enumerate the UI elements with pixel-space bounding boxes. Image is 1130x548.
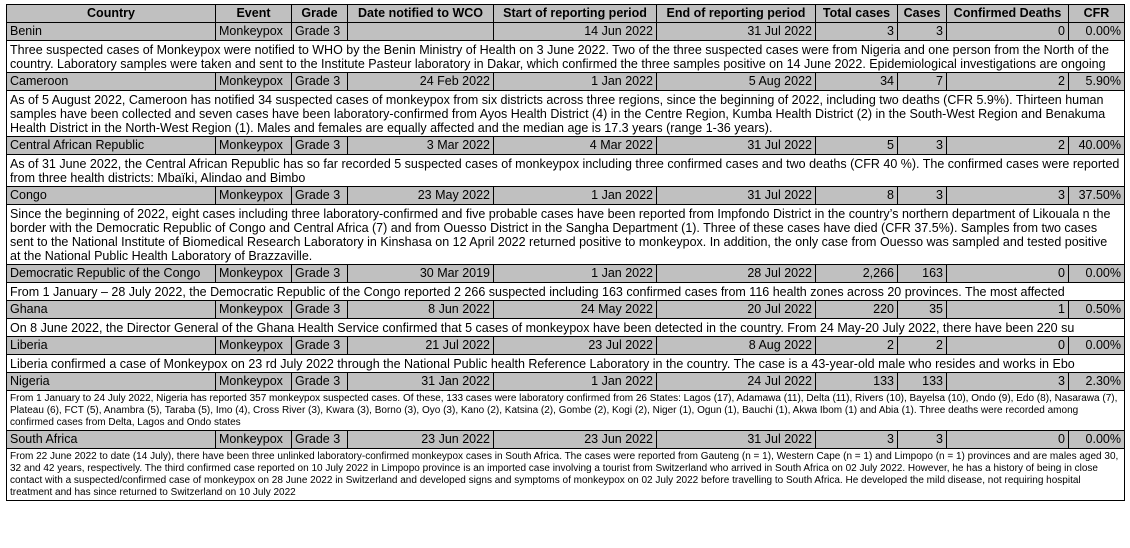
cell-event: Monkeypox: [216, 265, 292, 283]
cell-event: Monkeypox: [216, 187, 292, 205]
cell-cfr: 5.90%: [1069, 73, 1125, 91]
description-row: [7, 391, 1125, 431]
cell-total-cases: 2,266: [816, 265, 898, 283]
header-event: Event: [216, 5, 292, 23]
cell-event: Monkeypox: [216, 137, 292, 155]
cell-grade: Grade 3: [292, 137, 348, 155]
cell-confirmed-deaths: 0: [947, 431, 1069, 449]
cell-start-period: 23 Jul 2022: [494, 337, 657, 355]
cell-start-period: 4 Mar 2022: [494, 137, 657, 155]
event-description: From 1 January – 28 July 2022, the Democratic Republic of the Congo reported 2 266 suspected including 163 confirmed cases from 116 health zones across 20 provinces. The most affected: [7, 283, 1125, 301]
cell-country: Nigeria: [7, 373, 216, 391]
cell-cases: 7: [898, 73, 947, 91]
header-cfr: CFR: [1069, 5, 1125, 23]
header-start-period: Start of reporting period: [494, 5, 657, 23]
cell-confirmed-deaths: 0: [947, 265, 1069, 283]
monkeypox-report-table: [6, 4, 1125, 501]
cell-cfr: 0.00%: [1069, 337, 1125, 355]
header-date-notified: Date notified to WCO: [348, 5, 494, 23]
cell-grade: Grade 3: [292, 301, 348, 319]
description-row: [7, 449, 1125, 501]
cell-event: Monkeypox: [216, 301, 292, 319]
cell-start-period: 1 Jan 2022: [494, 373, 657, 391]
cell-cases: 163: [898, 265, 947, 283]
event-description: From 1 January to 24 July 2022, Nigeria has reported 357 monkeypox suspected cases. Of these, 133 cases were laboratory confirmed from 26 States: Lagos (17), Adamawa (11), Delta (11), Rivers (10), Bayelsa (10), Ondo (9), Edo (8), Nasarawa (7), Plateau (6), FCT (5), Anambra (5), Taraba (5), Imo (4), Cross River (3), Kwara (3), Borno (3), Oyo (3), Kano (2), Katsina (2), Gombe (2), Kogi (2), Niger (1), Ogun (1), Bauchi (1), Akwa Ibom (1) and Abia (1). Three deaths were recorded among confirmed cases from Delta, Lagos and Ondo states: [7, 391, 1125, 431]
cell-date-notified: 8 Jun 2022: [348, 301, 494, 319]
cell-total-cases: 133: [816, 373, 898, 391]
cell-cfr: 40.00%: [1069, 137, 1125, 155]
event-description: On 8 June 2022, the Director General of the Ghana Health Service confirmed that 5 cases of monkeypox have been detected in the country. From 24 May-20 July 2022, there have been 220 su: [7, 319, 1125, 337]
header-country: Country: [7, 5, 216, 23]
cell-date-notified: 30 Mar 2019: [348, 265, 494, 283]
cell-end-period: 31 Jul 2022: [657, 23, 816, 41]
cell-end-period: 31 Jul 2022: [657, 137, 816, 155]
cell-cases: 35: [898, 301, 947, 319]
cell-date-notified: 23 Jun 2022: [348, 431, 494, 449]
table-row: [7, 137, 1125, 155]
cell-grade: Grade 3: [292, 265, 348, 283]
cell-date-notified: [348, 23, 494, 41]
cell-confirmed-deaths: 0: [947, 23, 1069, 41]
cell-end-period: 28 Jul 2022: [657, 265, 816, 283]
cell-date-notified: 24 Feb 2022: [348, 73, 494, 91]
description-row: [7, 205, 1125, 265]
cell-grade: Grade 3: [292, 73, 348, 91]
cell-cfr: 0.50%: [1069, 301, 1125, 319]
cell-start-period: 1 Jan 2022: [494, 265, 657, 283]
table-row: [7, 431, 1125, 449]
cell-confirmed-deaths: 1: [947, 301, 1069, 319]
cell-confirmed-deaths: 2: [947, 73, 1069, 91]
cell-total-cases: 3: [816, 431, 898, 449]
header-cases: Cases: [898, 5, 947, 23]
cell-country: Democratic Republic of the Congo: [7, 265, 216, 283]
cell-total-cases: 5: [816, 137, 898, 155]
cell-cases: 133: [898, 373, 947, 391]
cell-country: Benin: [7, 23, 216, 41]
description-row: [7, 155, 1125, 187]
header-grade: Grade: [292, 5, 348, 23]
table-row: [7, 187, 1125, 205]
cell-end-period: 31 Jul 2022: [657, 187, 816, 205]
table-row: [7, 301, 1125, 319]
header-total-cases: Total cases: [816, 5, 898, 23]
event-description: As of 31 June 2022, the Central African Republic has so far recorded 5 suspected cases of monkeypox including three confirmed cases and two deaths (CFR 40 %). The confirmed cases were reported from three health districts: Mbaïki, Alindao and Bimbo: [7, 155, 1125, 187]
event-description: Three suspected cases of Monkeypox were notified to WHO by the Benin Ministry of Health on 3 June 2022. Two of the three suspected cases were from Nigeria and one person from the North of the country. Laboratory samples were taken and sent to the Institute Pasteur laboratory in Dakar, which confirmed the three samples positive on 14 June 2022. Epidemiological investigations are ongoing: [7, 41, 1125, 73]
cell-event: Monkeypox: [216, 23, 292, 41]
cell-date-notified: 23 May 2022: [348, 187, 494, 205]
cell-cases: 3: [898, 23, 947, 41]
cell-end-period: 5 Aug 2022: [657, 73, 816, 91]
table-row: [7, 73, 1125, 91]
cell-total-cases: 3: [816, 23, 898, 41]
cell-country: South Africa: [7, 431, 216, 449]
cell-country: Cameroon: [7, 73, 216, 91]
cell-total-cases: 220: [816, 301, 898, 319]
cell-event: Monkeypox: [216, 337, 292, 355]
table-header-row: [7, 5, 1125, 23]
table-row: [7, 337, 1125, 355]
cell-total-cases: 2: [816, 337, 898, 355]
cell-cfr: 2.30%: [1069, 373, 1125, 391]
cell-total-cases: 8: [816, 187, 898, 205]
cell-confirmed-deaths: 3: [947, 187, 1069, 205]
cell-start-period: 1 Jan 2022: [494, 187, 657, 205]
cell-confirmed-deaths: 0: [947, 337, 1069, 355]
cell-cfr: 0.00%: [1069, 431, 1125, 449]
cell-start-period: 24 May 2022: [494, 301, 657, 319]
description-row: [7, 319, 1125, 337]
cell-start-period: 23 Jun 2022: [494, 431, 657, 449]
header-confirmed-deaths: Confirmed Deaths: [947, 5, 1069, 23]
event-description: Since the beginning of 2022, eight cases including three laboratory-confirmed and five probable cases have been reported from Impfondo District in the country’s northern department of Likouala n the border with the Democratic Republic of Congo and Central Africa (7) and from Ouesso District in the Sangha Department (1). Three of these cases have died (CFR 37.5%). Samples from two cases sent to the National Institute of Biomedical Research Laboratory in Kinshasa on 12 April 2022 returned positive to monkeypox. In addition, the only case from Ouesso was sampled and tested positive at the National Public Health Laboratory of Brazzaville.: [7, 205, 1125, 265]
cell-event: Monkeypox: [216, 431, 292, 449]
description-row: [7, 355, 1125, 373]
cell-country: Liberia: [7, 337, 216, 355]
cell-grade: Grade 3: [292, 23, 348, 41]
cell-end-period: 24 Jul 2022: [657, 373, 816, 391]
description-row: [7, 91, 1125, 137]
cell-date-notified: 3 Mar 2022: [348, 137, 494, 155]
description-row: [7, 41, 1125, 73]
cell-end-period: 20 Jul 2022: [657, 301, 816, 319]
cell-grade: Grade 3: [292, 187, 348, 205]
cell-end-period: 31 Jul 2022: [657, 431, 816, 449]
header-end-period: End of reporting period: [657, 5, 816, 23]
description-row: [7, 283, 1125, 301]
cell-end-period: 8 Aug 2022: [657, 337, 816, 355]
table-row: [7, 373, 1125, 391]
cell-start-period: 1 Jan 2022: [494, 73, 657, 91]
cell-country: Congo: [7, 187, 216, 205]
cell-cases: 2: [898, 337, 947, 355]
cell-total-cases: 34: [816, 73, 898, 91]
cell-event: Monkeypox: [216, 73, 292, 91]
cell-cases: 3: [898, 431, 947, 449]
cell-event: Monkeypox: [216, 373, 292, 391]
cell-confirmed-deaths: 3: [947, 373, 1069, 391]
table-row: [7, 265, 1125, 283]
cell-country: Ghana: [7, 301, 216, 319]
event-description: From 22 June 2022 to date (14 July), there have been three unlinked laboratory-confirmed monkeypox cases in South Africa. The cases were reported from Gauteng (n = 1), Western Cape (n = 1) and Limpopo (n = 1) provinces and are males aged 30, 32 and 42 years, respectively. The third confirmed case reported on 10 July 2022 in Limpopo province is an imported case involving a tourist from Switzerland who arrived in South Africa on 02 July 2022. However, he has a history of being in close contact with a suspected/confirmed case of monkeypox on 28 June 2022 in Switzerland and developed signs and symptoms of monkeypox on 02 July 2022 before travelling to South Africa. He developed the mild disease, not requiring hospital treatment and has since returned to Switzerland on 10 July 2022: [7, 449, 1125, 501]
cell-cases: 3: [898, 137, 947, 155]
table-body: [7, 23, 1125, 501]
cell-grade: Grade 3: [292, 431, 348, 449]
cell-grade: Grade 3: [292, 373, 348, 391]
cell-cfr: 37.50%: [1069, 187, 1125, 205]
cell-grade: Grade 3: [292, 337, 348, 355]
cell-country: Central African Republic: [7, 137, 216, 155]
cell-cases: 3: [898, 187, 947, 205]
cell-date-notified: 31 Jan 2022: [348, 373, 494, 391]
table-row: [7, 23, 1125, 41]
cell-start-period: 14 Jun 2022: [494, 23, 657, 41]
cell-date-notified: 21 Jul 2022: [348, 337, 494, 355]
cell-cfr: 0.00%: [1069, 23, 1125, 41]
monkeypox-report-table-container: [6, 4, 1124, 501]
cell-confirmed-deaths: 2: [947, 137, 1069, 155]
cell-cfr: 0.00%: [1069, 265, 1125, 283]
event-description: As of 5 August 2022, Cameroon has notified 34 suspected cases of monkeypox from six districts across three regions, since the beginning of 2022, including two deaths (CFR 5.9%). Thirteen human samples have been collected and seven cases have been laboratory-confirmed from Ayos Health District (4) in the Centre Region, Kumba Health District (2) in the South-West Region and Benakuma Health District in the North-West Region (1). Males and females are equally affected and the median age is 17.3 years (range 1-36 years).: [7, 91, 1125, 137]
event-description: Liberia confirmed a case of Monkeypox on 23 rd July 2022 through the National Public health Reference Laboratory in the country. The case is a 43-year-old male who resides and works in Ebo: [7, 355, 1125, 373]
